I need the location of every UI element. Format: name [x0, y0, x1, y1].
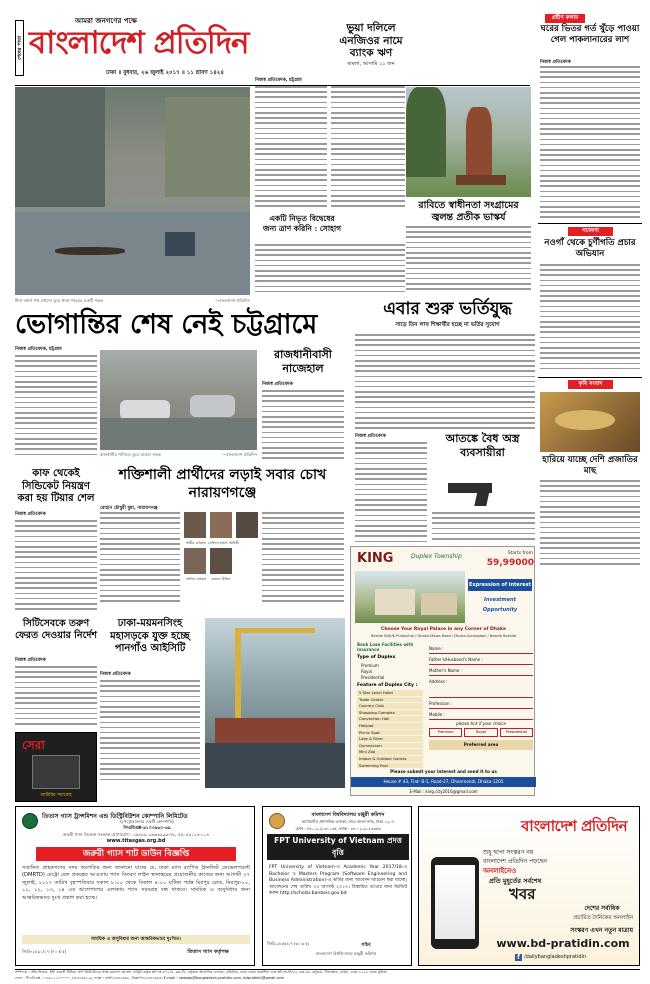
footer-text-2: ফোন : পিএবিএক্স : ০৯৬১১১২০০০০, ৮৪৩২৩৬১-৬, ফ্যাক্স : বার্তা-৮৪৩২৩৬৮, বিজ্ঞাপন-৮৪৩২৩৬৩। E-mail : newsbp@bangladesh-pratidin.com, bdpratidin@gmail.com [15, 976, 285, 980]
admission-headline-big: এবার শুরু ভর্তিযুদ্ধ [383, 299, 512, 319]
portrait [236, 512, 258, 538]
flood-photo-credit: —বাংলাদেশ প্রতিদিন [215, 298, 250, 303]
univ-note-headline: একটি নিভৃত বিদ্বেষের জন্য ত্রাণ করিনি : সোহাগ [262, 214, 342, 233]
king-types [361, 663, 427, 681]
king-type: Presidential [361, 675, 385, 680]
port-photo [205, 618, 345, 788]
titas-ad [15, 806, 255, 966]
king-project: Duplex Township [411, 553, 462, 560]
king-ad [350, 546, 535, 796]
titas-org: তিতাস গ্যাস ট্রান্সমিশন এন্ড ডিস্ট্রিবিউশন কোম্পানি লিমিটেড [42, 813, 188, 820]
house-shape [421, 593, 457, 615]
sera-title: ব্যাটারির সমারোহ [40, 793, 72, 798]
titas-hotline: জরুরী গ্যাস লিকেজ সংক্রান্ত যোগাযোগ : ১৬৪৯৬, ৯৬৬৬৯৯৬-৭৮, ৫৫০৪৯১১৩-১১৪ [62, 832, 210, 837]
sera-brand: সেরা [22, 738, 45, 752]
king-feature: Picnic Spot [357, 730, 423, 736]
ugc-title: FPT University of Vietnam প্রদত্ত বৃত্তি [267, 834, 409, 860]
arms-byline: নিজস্ব প্রতিবেদক [355, 434, 386, 439]
titas-web[interactable]: www.titasgas.org.bd [106, 838, 166, 844]
king-submit-note: Please submit your interest and send it to us [390, 769, 497, 774]
statue-base [456, 175, 506, 185]
bp-line4: প্রতি মুহূর্তের সর্বশেষ [489, 877, 542, 885]
univ-note-body [255, 244, 405, 294]
sidebar-col3-headline: হারিয়ে যাচ্ছে দেশি প্রজাতির মাছ [542, 455, 638, 476]
kafah-body [15, 520, 97, 612]
capital-photo-caption: রাজধানীর পানিতে ডুবে যাওয়া সড়ক [100, 452, 161, 457]
bank-story-sub: মামলা, আসামি ১১ জন [347, 61, 395, 67]
rickshaw-shape [165, 232, 195, 256]
ugc-body: FPT University of Vietnam-এ Academic Year 2017/18-এ Bachelor ও Masters Program (Software Engineering and Business Administration)-এ ভর্তির জন্য আবেদন আহ্বান করা যাচ্ছে। আবেদনের শেষ তারিখ ৩০ আগস্ট ২০১৭। বিস্তারিত তথ্যের জন্য ভিজিট করুন http://scholar.banbeis.gov.bd [269, 865, 407, 897]
narayanganj-headline: শক্তিশালী প্রার্থীদের লড়াই সবার চোখ নারায়ণগঞ্জে [118, 467, 327, 501]
sidebar-body-headline: ঘরের ভিতর গর্ত খুঁড়ে পাওয়া গেল পাকলানারের লাশ [540, 24, 640, 45]
portrait [184, 512, 206, 538]
ugc-ad [262, 806, 412, 966]
tick-line: please tick if your choice [456, 721, 506, 726]
portrait-name: সেলিম ওসমান [185, 577, 207, 581]
fish-photo [540, 392, 640, 452]
city-service-headline: সিটিসেবকে তরুণ ফেরত দেওয়ার নির্দেশ [15, 618, 97, 641]
king-brand: KING [357, 551, 394, 566]
portrait [210, 512, 232, 538]
king-features [357, 690, 423, 769]
king-type: Royal [361, 669, 372, 674]
king-banner2: Investment Opportunity [482, 597, 518, 613]
capital-headline: রাজধানীবাসী নাজেহাল [274, 348, 332, 375]
king-contact: E-Mail : king.city2016@gmail.com [409, 789, 478, 794]
sidebar-col2-headline: নওগাঁ থেকে চুর্ণীগতি প্রচার অভিযান [544, 238, 636, 259]
king-feature: Mini Zoo [357, 749, 423, 755]
bank-story-body [255, 86, 327, 210]
king-feature: 5 Star Level Hotel [357, 690, 423, 696]
form-row[interactable]: Mobile : [429, 709, 533, 720]
king-choose: Choose Your Royal Palace in any Corner of Dhaka [381, 627, 506, 632]
preferred-area[interactable]: Preferred area [429, 740, 533, 750]
titas-box-no: পিএবিএক্স-৯১০৩৯৬০-৬৯ [123, 826, 171, 831]
titas-body: সম্মানিত গ্রাহকগণের সদয় অবগতির জন্য জানানো যাচ্ছে যে, ঢাকা ম্যাস র‍্যাপিড ট্রানজিট ডেভেলপমেন্ট (DMRTD) মেট্রো রেল প্রকল্পের আওতায় গ্যাস বিতরণ লাইন স্থানান্তরের প্রয়োজনীয় কাজের জন্য আগামী ২৭ জুলাই, ২০১৭ তারিখ বৃহস্পতিবার সকাল ৮:০০ থেকে বিকাল ৪:০০ ঘটিকা পর্যন্ত মিরপুর রোড, মিরপুর-১০, ১১, ১২, ১৩, ১৪ এর আশেপাশের এলাকায় গ্যাস সরবরাহ বন্ধ থাকবে। সাময়িক এ অসুবিধার জন্য আন্তরিকভাবে দুঃখ প্রকাশ করা হচ্ছে। [22, 865, 250, 901]
bank-story-body-2 [331, 86, 405, 210]
side-tag: শেষের পাতা [15, 20, 24, 76]
ugc-signer: সচিব [361, 943, 371, 948]
sidebar-top-label: গ্রহীণ কলাম [545, 14, 585, 23]
king-facilities: Bank Loan Facilities with Insurance [357, 642, 414, 652]
lead-byline: নিজস্ব প্রতিবেদক, চট্টগ্রাম [15, 347, 62, 352]
king-address: House # 43, Flat- B-1, Road-27, Dhanmondi, Dhaka-1205 [351, 777, 536, 787]
masthead-title: বাংলাদেশ প্রতিদিন [29, 25, 249, 61]
flood-photo-caption: টানা বর্ষণে পথ এখনো ডুবে থাকা শহরের একটি সড়ক [15, 298, 104, 303]
king-type-title: Type of Duplex [357, 655, 396, 660]
bank-story-byline: নিজস্ব প্রতিবেদক, চট্টগ্রাম [255, 78, 302, 83]
king-banner1: Expression of interest [468, 579, 532, 591]
titas-authority: তিতাস গ্যাস কর্তৃপক্ষ [187, 949, 229, 955]
sidebar-col2-label: গবেষণা [568, 227, 613, 236]
sidebar-col3-body [540, 480, 640, 570]
portrait [210, 548, 232, 574]
arms-body [355, 442, 427, 544]
sidebar-col2-body [540, 264, 640, 372]
portrait-name: কামাল উদ্দিন [211, 577, 231, 581]
dm-headline: ঢাকা-ময়মনসিংহ মহাসড়কে যুক্ত হচ্ছে পানগাঁও আইসিটি [110, 618, 190, 654]
portrait-name: সেলিনা হায়াৎ আইভী [208, 541, 239, 545]
sculpture-body [406, 226, 531, 294]
pistol-grip [474, 490, 489, 506]
bp-ad-brand: বাংলাদেশ প্রতিদিন [520, 817, 628, 835]
bp-line3: অনলাইনেও [483, 867, 517, 875]
sidebar-rule [538, 223, 642, 224]
titas-org-sub: (পেট্রোবাংলার একটি কোম্পানি) [120, 819, 174, 824]
sidebar-byline: নিজস্ব প্রতিবেদক [540, 60, 571, 65]
admission-body [355, 334, 535, 429]
kafah-byline: নিজস্ব প্রতিবেদক [15, 512, 46, 517]
masthead [15, 14, 265, 84]
bp-url[interactable]: www.bd-pratidin.com [496, 937, 630, 950]
house-shape [375, 589, 415, 615]
option-royal[interactable]: Royal [464, 728, 497, 737]
king-feature: Swimming Pool [357, 763, 423, 769]
bp-line1: শুধু ছাপা সংস্করণ নয় [483, 849, 534, 856]
form-row[interactable]: Address : [429, 676, 533, 698]
king-feature: Helipad [357, 723, 423, 729]
king-price: 59,99000 [486, 558, 534, 568]
king-feature: Gymnasium [357, 743, 423, 749]
fish-shape [555, 410, 615, 430]
capital-body [262, 390, 344, 460]
option-premium[interactable]: Premium [429, 728, 462, 737]
titas-thanks: সাময়িক এ অসুবিধার জন্য আন্তরিকভাবে দুঃখিত। [22, 935, 250, 944]
crane-shape [235, 628, 241, 718]
tree-shape [406, 87, 446, 177]
kafah-headline: কাফ থেকেই সিন্ডিকেট নিয়ন্ত্রণ করা হয় টিয়ার শেল [17, 468, 95, 504]
ugc-ref: জিডি-২৮৫৫/১৭ (৬০ x ৫) [267, 941, 310, 946]
king-locations: Beside RAJUK Purbachal / Dhaka-Mawa Road / Dhaka-Sonargaon / Beside Boshila [370, 634, 517, 638]
sidebar-body [540, 66, 640, 218]
form-row[interactable]: Mother's Name : [429, 665, 533, 676]
bp-line5: খবর [509, 885, 536, 903]
sera-ad [15, 732, 97, 802]
building-shape [165, 97, 250, 197]
pistol-photo [440, 478, 500, 508]
arms-body-2 [432, 512, 535, 544]
capital-byline: নিজস্ব প্রতিবেদক [262, 382, 293, 387]
king-type: Premium [361, 663, 379, 668]
car-shape [120, 400, 170, 420]
capital-photo-credit: —বাংলাদেশ প্রতিদিন [222, 452, 257, 457]
battery-shape [32, 755, 80, 789]
narayanganj-body [100, 512, 180, 607]
crane-arm [235, 628, 315, 633]
city-service-byline: নিজস্ব প্রতিবেদক [15, 658, 46, 663]
titas-logo [22, 813, 38, 829]
bp-right3: সংস্করণ এখন নতুন মাত্রায় [570, 927, 633, 934]
flood-photo [15, 87, 250, 295]
arms-headline: আতঙ্কে বৈধ অস্ত্র ব্যবসায়ীরা [445, 432, 520, 459]
king-feature: Convention Hall [357, 716, 423, 722]
sculpture-photo [406, 87, 531, 197]
form-row[interactable]: Profession : [429, 698, 533, 709]
portrait [184, 548, 206, 574]
titas-ref: জিডি-২৮৯০/১৭ (৭০ x ৫) [22, 949, 67, 954]
admission-sub: সাড়ে তিন লাখ শিক্ষার্থীর হচ্ছে না ভর্তির সুযোগ [395, 322, 500, 328]
flood-water [15, 212, 250, 295]
footer-text: সম্পাদক : নঈম নিজাম, ইস্ট ওয়েস্ট মিডিয়া গ্রুপ লিমিটেডের পক্ষে ময়নাল হোসেন চৌধুরী কর্তৃক প্লট নং-৩৭১/এ, ব্লক-ডি, বসুন্ধরা আবাসিক এলাকা, বারিধারা, ঢাকা থেকে প্রকাশিত এবং প্লট নং-সি/৫২, ব্লক-কে, বসুন্ধরা, খিলক্ষেত, বাড্ডা, ঢাকা-১২২৯ থেকে মুদ্রিত। [15, 970, 388, 974]
king-feature: Trade Center [357, 697, 423, 703]
king-price-label: Starts from [507, 551, 533, 556]
bp-online-ad [418, 806, 640, 966]
phone-shape [431, 857, 479, 949]
city-service-body [15, 666, 97, 728]
boat-shape [55, 247, 125, 255]
narayanganj-byline: রোহান চৌধুরী মুন্না, নারায়ণগঞ্জ [100, 506, 158, 511]
titas-title: জরুরী গ্যাস শাট ডাউন বিজ্ঞপ্তি [36, 847, 236, 861]
form-row[interactable]: Father's/Husband's Name : [429, 654, 533, 665]
king-render [355, 571, 465, 623]
phone-screen [435, 865, 475, 939]
sidebar-rule [538, 377, 642, 378]
ugc-org-addr: আগারগাঁও প্রশাসনিক এলাকা, শেরে বাংলা নগর, ঢাকা-১২০৭ [301, 819, 395, 824]
lead-headline: ভোগান্তির শেষ নেই চট্টগ্রামে [15, 309, 318, 340]
portrait-name: শামীম ওসমান [186, 541, 206, 545]
king-form [429, 643, 533, 765]
bp-right2: প্রচারিত দৈনিকের অনলাইন [573, 915, 633, 921]
container-shape [215, 718, 335, 743]
tagline: আমরা জনগণের পক্ষে [75, 17, 137, 25]
narayanganj-body-2 [262, 512, 344, 607]
king-feature: Country Club [357, 703, 423, 709]
building-shape [15, 87, 105, 207]
lead-body [15, 355, 97, 460]
king-features-title: Feature of Duplex City : [357, 683, 418, 688]
dateline: ঢাকা ॥ বুধবার, ২৬ জুলাই ২০১৭ ॥ ১১ শ্রাবণ ১৪২৪ [106, 70, 224, 76]
dm-body [100, 680, 200, 780]
ugc-phone: ফোন : ৮৮-০২-৯১৩০১৩৫, ফ্যাক্স : ৮৮-০২-৯১২৩৩৫৩ [295, 826, 381, 831]
dm-byline: নিজস্ব প্রতিবেদক [100, 672, 131, 677]
car-shape [190, 395, 235, 417]
capital-flood-photo [100, 350, 257, 450]
statue-shape [466, 107, 492, 177]
king-feature: Shopping Complex [357, 710, 423, 716]
ugc-signer-org: বাংলাদেশ বিশ্ববিদ্যালয় মঞ্জুরী কমিশন [315, 951, 377, 956]
ugc-org: বাংলাদেশ বিশ্ববিদ্যালয় মঞ্জুরী কমিশন [311, 812, 385, 818]
sidebar-col3-label: কৃষি সংবাদ [568, 380, 613, 389]
sculpture-headline: রাবিতে স্বাধীনতা সংগ্রামের জ্বলন্ত প্রতীক ভাস্কর্য [418, 200, 519, 223]
facebook-icon: f [515, 954, 522, 961]
ship-shape [205, 743, 345, 788]
water-shape [100, 418, 257, 450]
king-feature: Lake & River [357, 736, 423, 742]
bp-fb[interactable]: /dailybangladeshpratidin [524, 954, 587, 960]
bp-line2: বাংলাদেশ প্রতিদিন পড়ছেন [483, 858, 547, 865]
king-feature: Indoor & Outdoor Games [357, 756, 423, 762]
form-row[interactable]: Name : [429, 643, 533, 654]
bp-right1: দেশের সর্বাধিক [584, 905, 620, 912]
option-presidential[interactable]: Presidential [500, 728, 533, 737]
bank-story-headline: ভুয়া দলিলে এনজিওর নামে ব্যাংক ঋণ [339, 22, 403, 59]
